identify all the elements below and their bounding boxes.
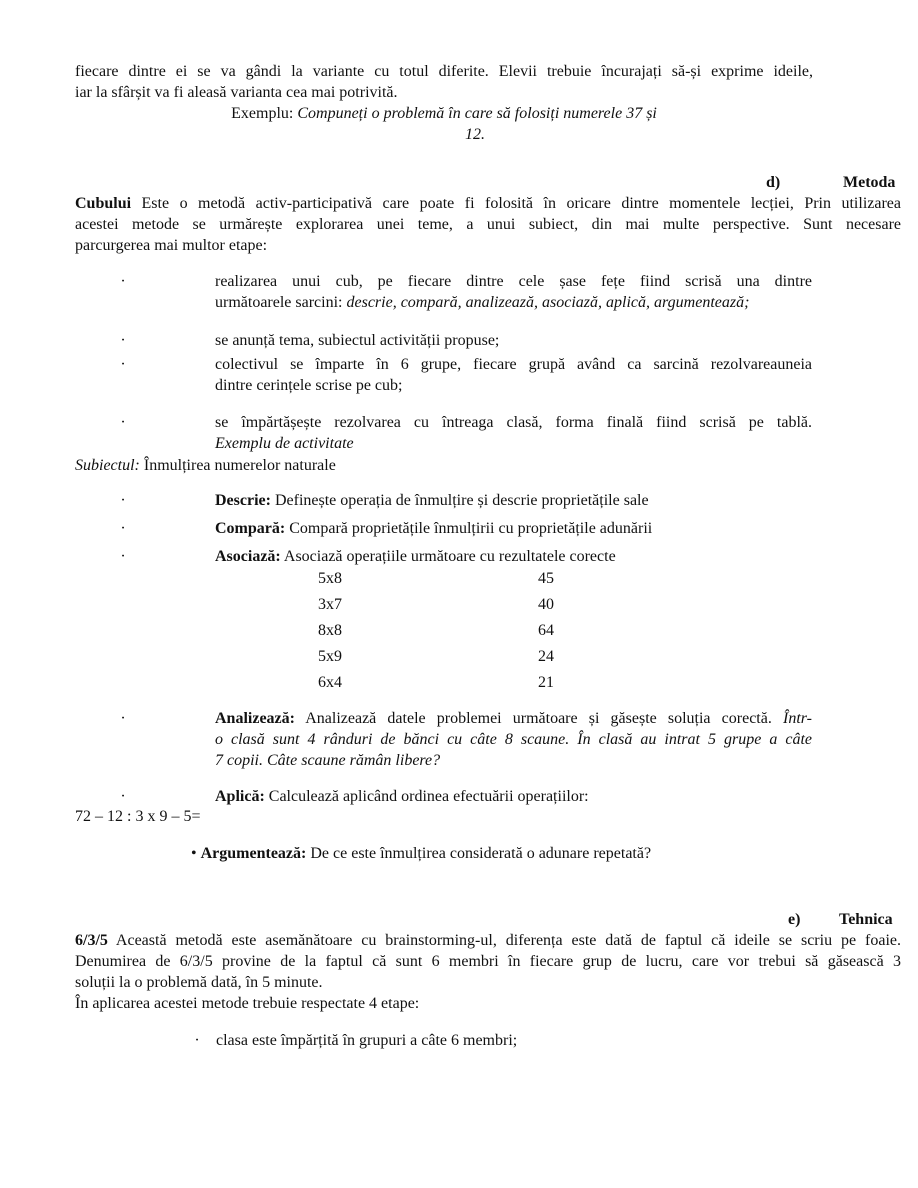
analyze-line-2: o clasă sunt 4 rânduri de bănci cu câte 8 scaune. În clasă au intrat 5 grupe a câte bbox=[215, 731, 812, 748]
task-description: Definește operația de înmulțire și descrie proprietățile sale bbox=[270, 492, 649, 509]
section-d-letter: d) bbox=[766, 174, 781, 191]
bullet-icon: · bbox=[120, 414, 126, 431]
task-text bbox=[215, 490, 649, 511]
task-label: Descrie: bbox=[215, 492, 271, 509]
bullet-icon: · bbox=[120, 332, 126, 349]
section-e-title-1: Tehnica bbox=[839, 911, 893, 928]
task-text bbox=[215, 518, 652, 539]
intro-line-2: iar la sfârșit va fi aleasă varianta cea mai potrivită. bbox=[75, 84, 398, 101]
result-cell: 64 bbox=[538, 622, 554, 639]
intro-line-1: fiecare dintre ei se va gândi la variante cu totul diferite. Elevii trebuie încurajați să-și exprime ideile, bbox=[75, 63, 813, 80]
step-text-1: colectivul se împarte în 6 grupe, fiecare grupă având ca sarcină rezolvareauneia bbox=[215, 356, 812, 373]
apply-text: Calculează aplicând ordinea efectuării operațiilor: bbox=[264, 788, 589, 805]
step-text-1: realizarea unui cub, pe fiecare dintre cele șase fețe fiind scrisă una dintre bbox=[215, 273, 812, 290]
task-description: Compară proprietățile înmulțirii cu proprietățile adunării bbox=[285, 520, 653, 537]
example-label: Exemplu: bbox=[231, 105, 298, 122]
section-e-body-1 bbox=[75, 930, 901, 951]
step-text-2: Exemplu de activitate bbox=[215, 435, 354, 452]
analyze-line-3: 7 copii. Câte scaune rămân libere? bbox=[215, 752, 441, 769]
bullet-icon: · bbox=[120, 710, 126, 727]
analyze-problem-start: Într- bbox=[782, 710, 812, 727]
bullet-icon: · bbox=[120, 273, 126, 290]
bullet-icon: · bbox=[120, 788, 126, 805]
bullet-icon: • bbox=[191, 845, 197, 862]
task-label: Analizează: bbox=[215, 710, 295, 727]
step-text-plain: următoarele sarcini: bbox=[215, 294, 347, 311]
bullet-icon: · bbox=[120, 492, 126, 509]
task-label: Asociază: bbox=[215, 548, 281, 565]
task-text bbox=[215, 546, 616, 567]
argue-line bbox=[191, 843, 651, 864]
step-text-2 bbox=[215, 292, 749, 313]
bullet-icon: · bbox=[120, 356, 126, 373]
operation-cell: 5x9 bbox=[318, 648, 342, 665]
section-e-title-2: 6/3/5 bbox=[75, 932, 108, 949]
result-cell: 40 bbox=[538, 596, 554, 613]
apply-line bbox=[215, 786, 589, 807]
operation-cell: 8x8 bbox=[318, 622, 342, 639]
operation-cell: 3x7 bbox=[318, 596, 342, 613]
step-text-2: dintre cerințele scrise pe cub; bbox=[215, 377, 403, 394]
step-text-italic: descrie, compară, analizează, asociază, aplică, argumentează; bbox=[346, 294, 750, 311]
result-cell: 45 bbox=[538, 570, 554, 587]
section-d-body-2: acestei metode se urmărește explorarea unei teme, a unui subiect, din mai multe perspective. Sunt necesare bbox=[75, 216, 901, 233]
section-e-body-2: Denumirea de 6/3/5 provine de la faptul că sunt 6 membri în fiecare grup de lucru, care vor trebui să găsească 3 bbox=[75, 953, 901, 970]
subject-line bbox=[75, 455, 336, 476]
bullet-icon: · bbox=[194, 1032, 200, 1049]
step-text-1: se anunță tema, subiectul activității propuse; bbox=[215, 332, 500, 349]
section-d-body-text: Este o metodă activ-participativă care poate fi folosită în oricare dintre momentele lecției, Prin utilizarea bbox=[131, 195, 901, 212]
section-d-title-1: Metoda bbox=[843, 174, 896, 191]
section-e-letter: e) bbox=[788, 911, 801, 928]
section-d-body-1 bbox=[75, 193, 901, 214]
task-label: Argumentează: bbox=[200, 845, 307, 862]
bullet-icon: · bbox=[120, 548, 126, 565]
analyze-line-1 bbox=[215, 708, 812, 729]
result-cell: 21 bbox=[538, 674, 554, 691]
operation-cell: 5x8 bbox=[318, 570, 342, 587]
analyze-text: Analizează datele problemei următoare și găsește soluția corectă. bbox=[294, 710, 783, 727]
subject-label: Subiectul: bbox=[75, 457, 140, 474]
section-e-body-text: Această metodă este asemănătoare cu brainstorming-ul, diferența este dată de faptul că ideile se scriu pe foaie. bbox=[107, 932, 901, 949]
section-d-body-3: parcurgerea mai multor etape: bbox=[75, 237, 268, 254]
example-line-1 bbox=[75, 103, 813, 124]
example-line-2: 12. bbox=[465, 126, 485, 143]
bullet-icon: · bbox=[120, 520, 126, 537]
section-e-body-4: În aplicarea acestei metode trebuie respectate 4 etape: bbox=[75, 995, 420, 1012]
operation-cell: 6x4 bbox=[318, 674, 342, 691]
example-text: Compuneți o problemă în care să folosiți numerele 37 și bbox=[297, 105, 657, 122]
argue-text: De ce este înmulțirea considerată o adunare repetată? bbox=[306, 845, 652, 862]
step-text: clasa este împărțită în grupuri a câte 6 membri; bbox=[216, 1032, 518, 1049]
task-label: Compară: bbox=[215, 520, 286, 537]
apply-expression: 72 – 12 : 3 x 9 – 5= bbox=[75, 808, 201, 825]
step-text-1: se împărtășește rezolvarea cu întreaga clasă, forma finală fiind scrisă pe tablă. bbox=[215, 414, 812, 431]
result-cell: 24 bbox=[538, 648, 554, 665]
section-e-body-3: soluții la o problemă dată, în 5 minute. bbox=[75, 974, 323, 991]
task-label: Aplică: bbox=[215, 788, 265, 805]
subject-text: Înmulțirea numerelor naturale bbox=[139, 457, 336, 474]
section-d-title-2: Cubului bbox=[75, 195, 132, 212]
task-description: Asociază operațiile următoare cu rezultatele corecte bbox=[280, 548, 616, 565]
